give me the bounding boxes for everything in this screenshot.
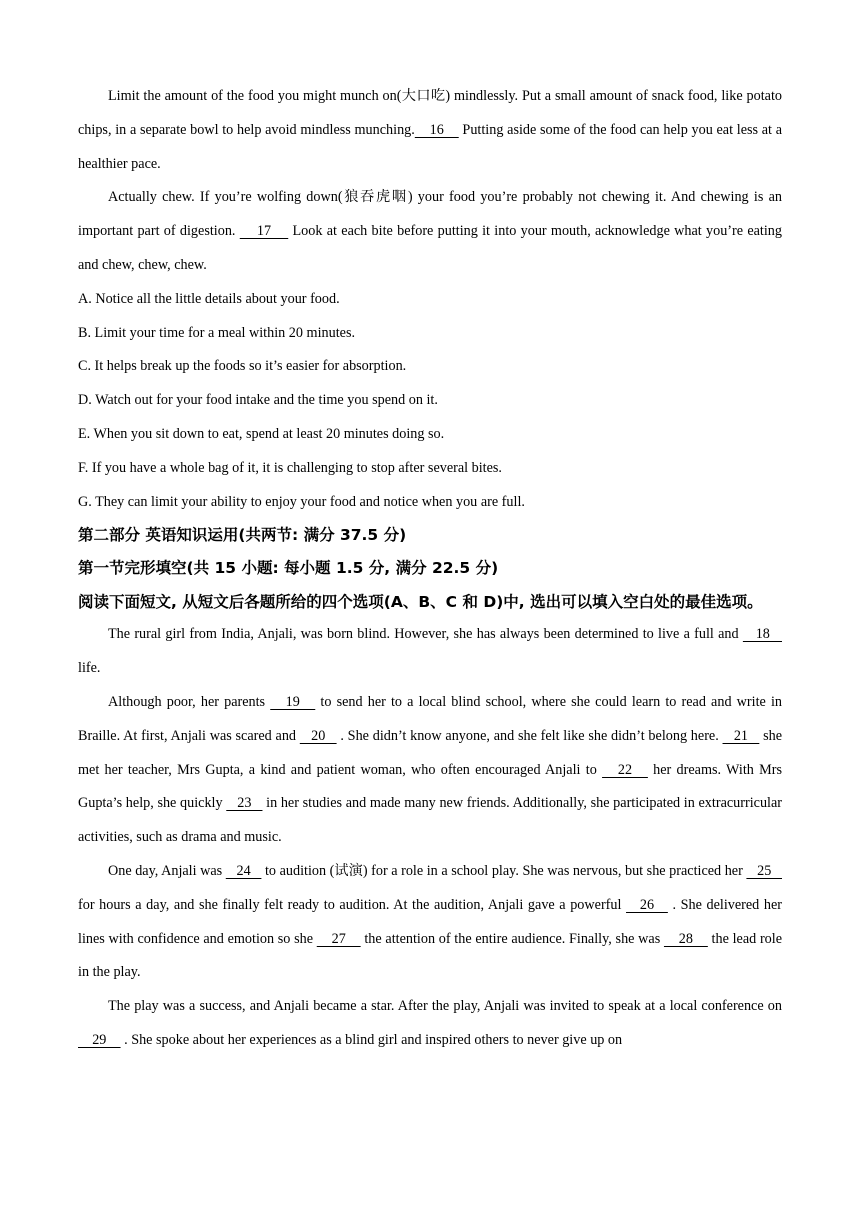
blank-24: 24 xyxy=(225,862,262,879)
blank-25: 25 xyxy=(746,862,782,879)
passage-paragraph xyxy=(78,80,782,181)
blank-28: 28 xyxy=(663,930,708,947)
blank-27: 27 xyxy=(316,930,361,947)
text-run: Actually chew. If you’re wolfing down(狼吞虎咽) your food you’re probably not chewing it. And chewing is an important part of digestion. xyxy=(78,189,782,240)
option-c: C. It helps break up the foods so it’s easier for absorption. xyxy=(78,358,407,375)
text-run: to send her to a local blind school, where she could learn to read and write in Braille. At first, Anjali was scared and xyxy=(78,693,783,744)
text-run: . She didn’t know anyone, and she felt like she didn’t belong here. xyxy=(336,727,723,744)
cloze-paragraph xyxy=(78,686,782,855)
section-heading: 第一节完形填空(共 15 小题: 每小题 1.5 分, 满分 22.5 分) xyxy=(78,559,499,578)
text-run: The rural girl from India, Anjali, was born blind. However, she has always been determined to live a full and xyxy=(108,626,743,643)
blank-20: 20 xyxy=(299,727,337,744)
option-e: E. When you sit down to eat, spend at least 20 minutes doing so. xyxy=(78,425,445,442)
blank-26: 26 xyxy=(626,896,668,913)
blank-29: 29 xyxy=(78,1031,121,1048)
text-run: the attention of the entire audience. Finally, she was xyxy=(360,930,664,947)
cloze-paragraph xyxy=(78,990,782,1058)
blank-21: 21 xyxy=(722,727,760,744)
text-run: The play was a success, and Anjali became a star. After the play, Anjali was invited to speak at a local conference on xyxy=(108,998,782,1015)
blank-16: 16 xyxy=(414,121,459,138)
text-run: the lead role in the play. xyxy=(78,930,783,981)
option-f: F. If you have a whole bag of it, it is challenging to stop after several bites. xyxy=(78,459,502,476)
text-run: One day, Anjali was xyxy=(108,862,226,879)
option-g: G. They can limit your ability to enjoy your food and notice when you are full. xyxy=(78,493,525,510)
cloze-paragraph xyxy=(78,618,782,686)
option-d: D. Watch out for your food intake and the time you spend on it. xyxy=(78,392,438,409)
text-run: life. xyxy=(78,660,101,677)
text-run: Limit the amount of the food you might munch on(大口吃) mindlessly. Put a small amount of snack food, like potato chips, in a separate bowl to help avoid mindless munching. xyxy=(78,88,782,138)
blank-19: 19 xyxy=(270,693,316,710)
option-a: A. Notice all the little details about your food. xyxy=(78,290,340,307)
text-run: she met her teacher, Mrs Gupta, a kind and patient woman, who often encouraged Anjali to xyxy=(78,727,783,778)
text-run: in her studies and made many new friends. Additionally, she participated in extracurricular activities, such as drama and music. xyxy=(78,795,782,846)
text-run: Putting aside some of the food can help you eat less at a healthier pace. xyxy=(78,121,782,172)
text-run: for hours a day, and she finally felt ready to audition. At the audition, Anjali gave a powerful xyxy=(78,896,627,913)
instruction-text: 阅读下面短文, 从短文后各题所给的四个选项(A、B、C 和 D)中, 选出可以填入空白处的最佳选项。 xyxy=(78,593,763,612)
text-run: . She spoke about her experiences as a blind girl and inspired others to never give up on xyxy=(120,1031,623,1048)
option-b: B. Limit your time for a meal within 20 minutes. xyxy=(78,324,356,341)
text-run: to audition (试演) for a role in a school play. She was nervous, but she practiced her xyxy=(261,862,747,879)
blank-23: 23 xyxy=(226,795,263,812)
cloze-paragraph xyxy=(78,855,782,990)
blank-17: 17 xyxy=(239,223,289,240)
blank-18: 18 xyxy=(742,626,782,643)
passage-paragraph xyxy=(78,181,782,282)
text-run: Although poor, her parents xyxy=(108,693,271,710)
text-run: . She delivered her lines with confidence and emotion so she xyxy=(78,896,783,947)
text-run: Look at each bite before putting it into your mouth, acknowledge what you’re eating and chew, chew, chew. xyxy=(78,223,782,273)
part-heading: 第二部分 英语知识运用(共两节: 满分 37.5 分) xyxy=(78,526,407,545)
document-page xyxy=(78,80,782,1058)
text-run: her dreams. With Mrs Gupta’s help, she quickly xyxy=(78,761,782,812)
blank-22: 22 xyxy=(602,761,648,778)
